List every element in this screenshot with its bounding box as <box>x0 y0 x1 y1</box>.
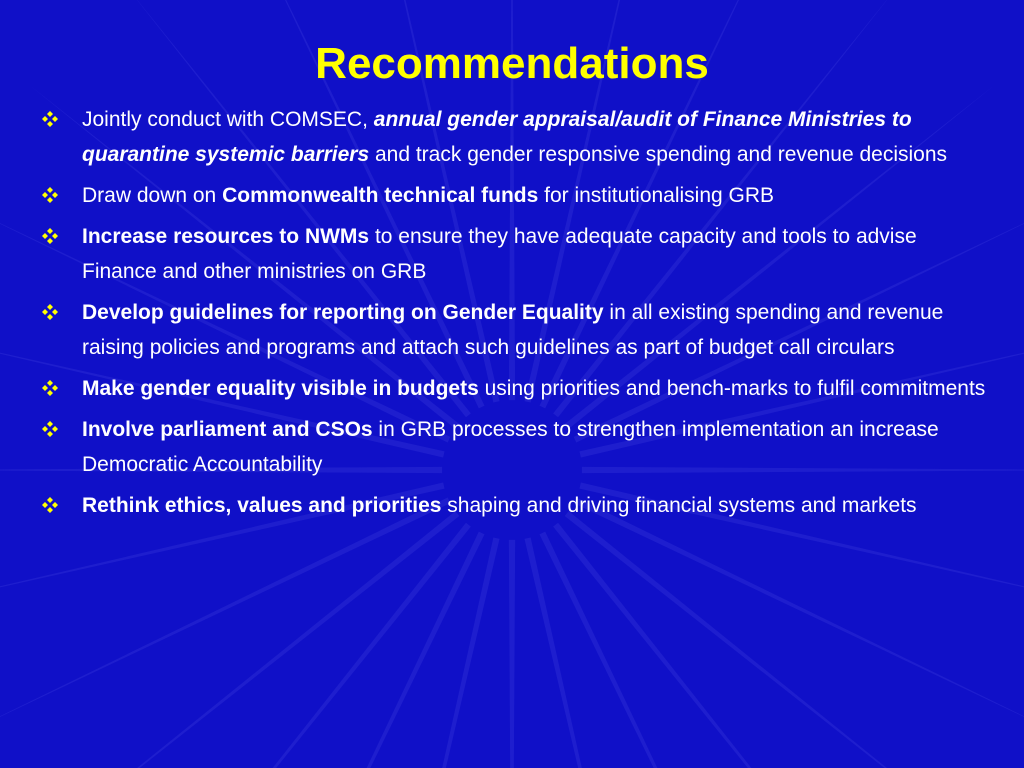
bullet-emphasis-text: annual gender appraisal/audit of Finance Ministries to quarantine systemic barriers <box>82 108 912 166</box>
bullet-plain-text: to ensure they have adequate capacity and tools to advise Finance and other ministries on GRB <box>82 225 917 283</box>
bullet-emphasis-text: Rethink ethics, values and priorities <box>82 494 442 517</box>
bullet-item <box>42 178 992 213</box>
bullet-plain-text: in all existing spending and revenue raising policies and programs and attach such guidelines as part of budget call circulars <box>82 301 944 359</box>
bullet-text <box>82 418 939 476</box>
bullet-item <box>42 102 992 172</box>
four-diamond-bullet-icon <box>42 228 58 244</box>
bullet-emphasis-text: Develop guidelines for reporting on Gender Equality <box>82 301 604 324</box>
bullet-text <box>82 377 985 400</box>
bullet-plain-text: shaping and driving financial systems and markets <box>441 494 917 517</box>
bullet-emphasis-text: Involve parliament and CSOs <box>82 418 373 441</box>
sunburst-ray <box>374 537 499 768</box>
bullet-text <box>82 184 774 207</box>
sunburst-ray <box>524 537 649 768</box>
four-diamond-bullet-icon <box>42 380 58 396</box>
slide-title: Recommendations <box>315 39 709 88</box>
four-diamond-bullet-icon <box>42 421 58 437</box>
bullet-plain-text: Draw down on <box>82 184 223 207</box>
bullet-emphasis-text: Increase resources to NWMs <box>82 225 370 248</box>
bullet-item <box>42 412 992 482</box>
bullet-plain-text: Jointly conduct with COMSEC, <box>82 108 374 131</box>
bullet-plain-text: in GRB processes to strengthen implementation an increase Democratic Accountability <box>82 418 939 476</box>
four-diamond-bullet-icon <box>42 304 58 320</box>
four-diamond-bullet-icon <box>42 111 58 127</box>
four-diamond-bullet-icon <box>42 187 58 203</box>
bullet-plain-text: for institutionalising GRB <box>538 184 775 207</box>
sunburst-ray <box>125 523 470 768</box>
bullet-plain-text: using priorities and bench-marks to fulfil commitments <box>478 377 986 400</box>
bullet-text <box>82 225 917 283</box>
bullet-item <box>42 488 992 523</box>
bullet-item <box>42 219 992 289</box>
bullet-list <box>42 102 992 529</box>
sunburst-ray <box>553 523 898 768</box>
sunburst-ray <box>509 540 515 768</box>
bullet-emphasis-text: Commonwealth technical funds <box>222 184 539 207</box>
bullet-emphasis-text: Make gender equality visible in budgets <box>82 377 479 400</box>
sunburst-ray <box>243 532 485 768</box>
sunburst-ray <box>565 511 997 768</box>
four-diamond-bullet-icon <box>42 497 58 513</box>
bullet-plain-text: and track gender responsive spending and revenue decisions <box>369 143 948 166</box>
bullet-text <box>82 494 917 517</box>
bullet-text <box>82 108 947 166</box>
bullet-item <box>42 371 992 406</box>
bullet-item <box>42 295 992 365</box>
sunburst-ray <box>540 532 782 768</box>
sunburst-ray <box>27 511 459 768</box>
bullet-text <box>82 301 943 359</box>
